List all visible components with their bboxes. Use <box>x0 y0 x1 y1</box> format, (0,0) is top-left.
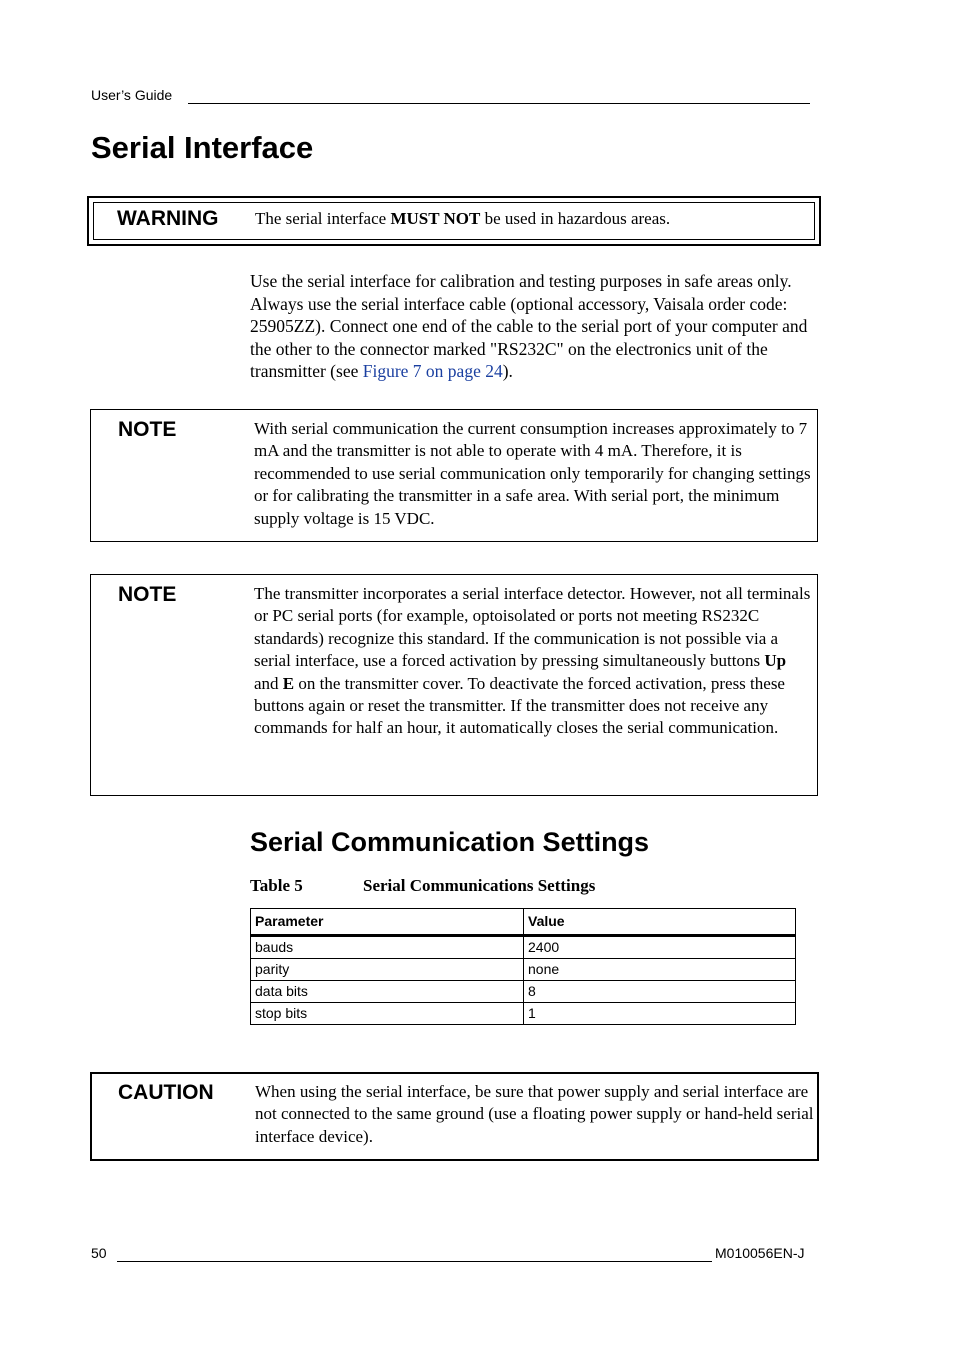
caution-text: When using the serial interface, be sure that power supply and serial interface are not connected to the same ground (use a floating power supply or hand-held serial interface device). <box>255 1082 814 1146</box>
running-header: User’s Guide <box>91 87 173 103</box>
header-value: Value <box>524 909 796 936</box>
note-label-1: NOTE <box>118 418 177 441</box>
warning-text: The serial interface MUST NOT be used in hazardous areas. <box>255 209 671 228</box>
warning-label: WARNING <box>117 207 219 230</box>
table-row <box>251 981 796 1003</box>
note-text-2: The transmitter incorporates a serial interface detector. However, not all terminals or PC serial ports (for example, optoisolated or ports not meeting RS232C standards) recognize this standard. If the communication is not possible via a serial interface, use a forced activation by pressing simultaneously buttons Up and E on the transmitter cover. To deactivate the forced activation, press these buttons again or reset the transmitter. If the transmitter does not receive any commands for half an hour, it automatically closes the serial communication. <box>254 584 811 738</box>
table-header-row <box>251 909 796 936</box>
document-code: M010056EN-J <box>715 1245 805 1261</box>
settings-table <box>250 908 796 1025</box>
note-text-1: With serial communication the current consumption increases approximately to 7 mA and the transmitter is not able to operate with 4 mA. Therefore, it is recommended to use serial communication only temporarily for changing settings or for calibrating the transmitter in a safe area. With serial port, the minimum supply voltage is 15 VDC. <box>254 419 811 528</box>
intro-paragraph: Use the serial interface for calibration and testing purposes in safe areas only. Always use the serial interface cable (optional accessory, Vaisala order code: 25905ZZ). Connect one end of the cable to the serial port of your computer and the other to the connector marked "RS232C" on the electronics unit of the transmitter (see Figure 7 on page 24). <box>250 271 808 381</box>
warning-emphasis: MUST NOT <box>390 209 481 228</box>
cell-parameter: data bits <box>251 981 524 1003</box>
page-title: Serial Interface <box>91 130 314 165</box>
section-heading: Serial Communication Settings <box>250 827 650 857</box>
figure-link[interactable]: Figure 7 on page 24 <box>362 361 503 381</box>
page-number: 50 <box>91 1245 107 1261</box>
header-rule <box>188 103 810 104</box>
cell-value: 8 <box>524 981 796 1003</box>
cell-parameter: bauds <box>251 936 524 959</box>
cell-value: 1 <box>524 1003 796 1025</box>
cell-value: none <box>524 959 796 981</box>
table-caption: Serial Communications Settings <box>363 876 596 895</box>
button-up-label: Up <box>764 651 787 671</box>
cell-parameter: parity <box>251 959 524 981</box>
cell-value: 2400 <box>524 936 796 959</box>
footer-rule <box>117 1261 712 1262</box>
button-e-label: E <box>282 673 295 693</box>
cell-parameter: stop bits <box>251 1003 524 1025</box>
table-row <box>251 936 796 959</box>
table-row <box>251 959 796 981</box>
caution-label: CAUTION <box>118 1081 214 1104</box>
table-number: Table 5 <box>250 876 303 895</box>
table-row <box>251 1003 796 1025</box>
header-parameter: Parameter <box>251 909 524 936</box>
note-label-2: NOTE <box>118 583 177 606</box>
